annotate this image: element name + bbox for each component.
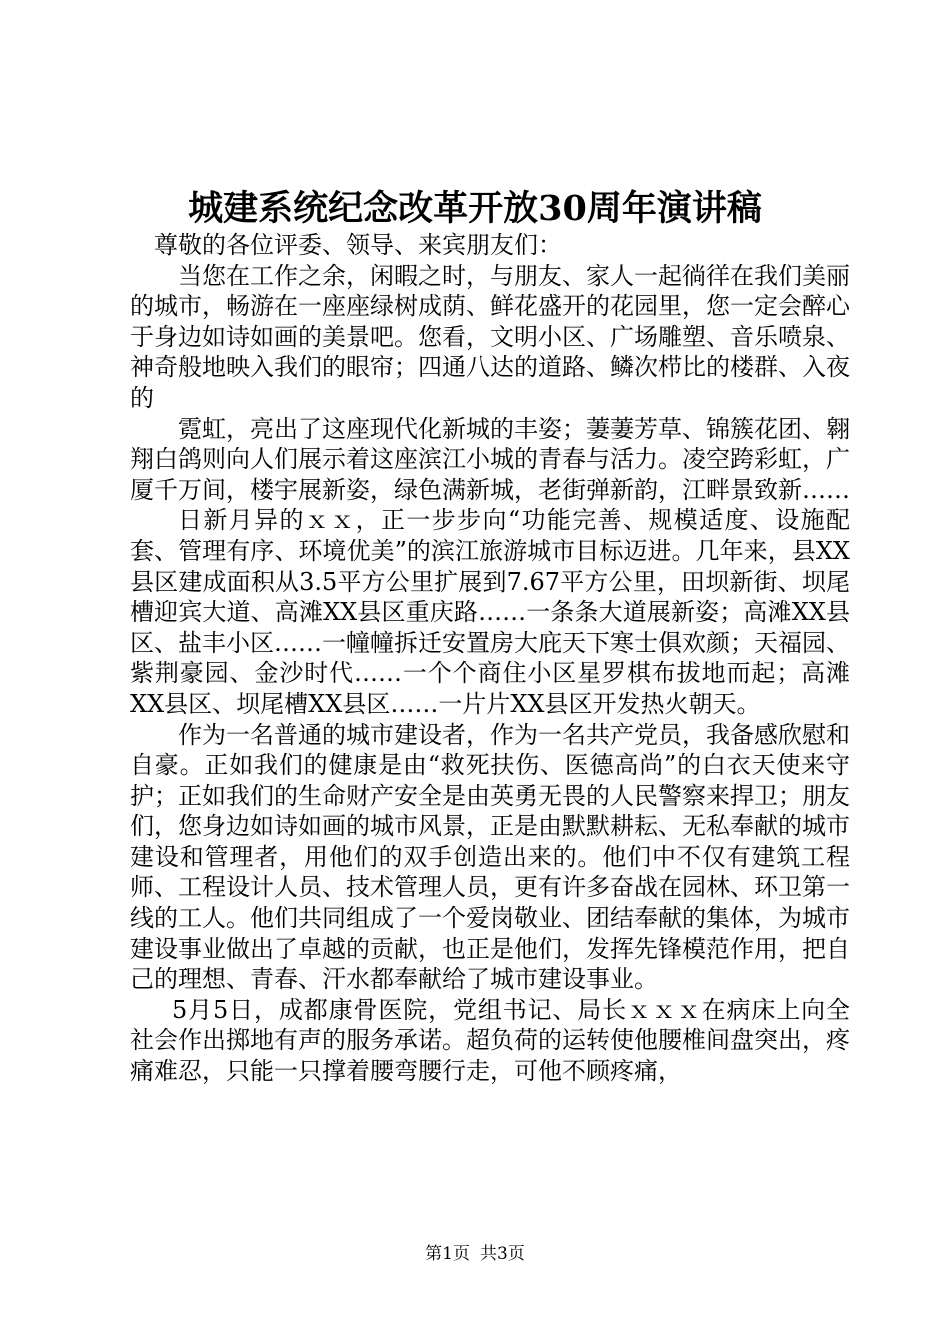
paragraph-5: 5月5日，成都康骨医院，党组书记、局长ｘｘｘ在病床上向全社会作出掷地有声的服务承诺。超负荷的运转使他腰椎间盘突出，疼痛难忍，只能一只撑着腰弯腰行走，可他不顾疼痛，	[130, 995, 850, 1086]
salutation: 尊敬的各位评委、领导、来宾朋友们：	[154, 231, 562, 259]
page-footer	[0, 1244, 950, 1264]
document-title: 城建系统纪念改革开放30周年演讲稿	[188, 188, 762, 229]
paragraph-1: 当您在工作之余，闲暇之时，与朋友、家人一起徜徉在我们美丽的城市，畅游在一座座绿树成荫、鲜花盛开的花园里，您一定会醉心于身边如诗如画的美景吧。您看，文明小区、广场雕塑、音乐喷泉、神奇般地映入我们的眼帘；四通八达的道路、鳞次栉比的楼群、入夜的	[130, 261, 850, 412]
page-total: 共3页	[480, 1244, 525, 1264]
paragraph-2: 霓虹，亮出了这座现代化新城的丰姿；萋萋芳草、锦簇花团、翱翔白鸽则向人们展示着这座滨江小城的青春与活力。凌空跨彩虹，广厦千万间，楼宇展新姿，绿色满新城，老街弹新韵，江畔景致新……	[130, 414, 850, 504]
page-number: 第1页	[425, 1244, 470, 1264]
paragraph-4: 作为一名普通的城市建设者，作为一名共产党员，我备感欣慰和自豪。正如我们的健康是由“救死扶伤、医德高尚”的白衣天使来守护；正如我们的生命财产安全是由英勇无畏的人民警察来捍卫；朋友们，您身边如诗如画的城市风景，正是由默默耕耘、无私奉献的城市建设和管理者，用他们的双手创造出来的。他们中不仅有建筑工程师、工程设计人员、技术管理人员，更有许多奋战在园林、环卫第一线的工人。他们共同组成了一个爱岗敬业、团结奉献的集体，为城市建设事业做出了卓越的贡献，也正是他们，发挥先锋模范作用，把自己的理想、青春、汗水都奉献给了城市建设事业。	[130, 720, 850, 994]
document-body	[130, 230, 850, 1087]
paragraph-3: 日新月异的ｘｘ，正一步步向“功能完善、规模适度、设施配套、管理有序、环境优美”的滨江旅游城市目标迈进。几年来，县XX县区建成面积从3.5平方公里扩展到7.67平方公里，田坝新街、坝尾槽迎宾大道、高滩XX县区重庆路……一条条大道展新姿；高滩XX县区、盐丰小区……一幢幢拆迁安置房大庇天下寒士俱欢颜；天福园、紫荆豪园、金沙时代……一个个商住小区星罗棋布拔地而起；高滩XX县区、坝尾槽XX县区……一片片XX县区开发热火朝天。	[130, 506, 850, 718]
